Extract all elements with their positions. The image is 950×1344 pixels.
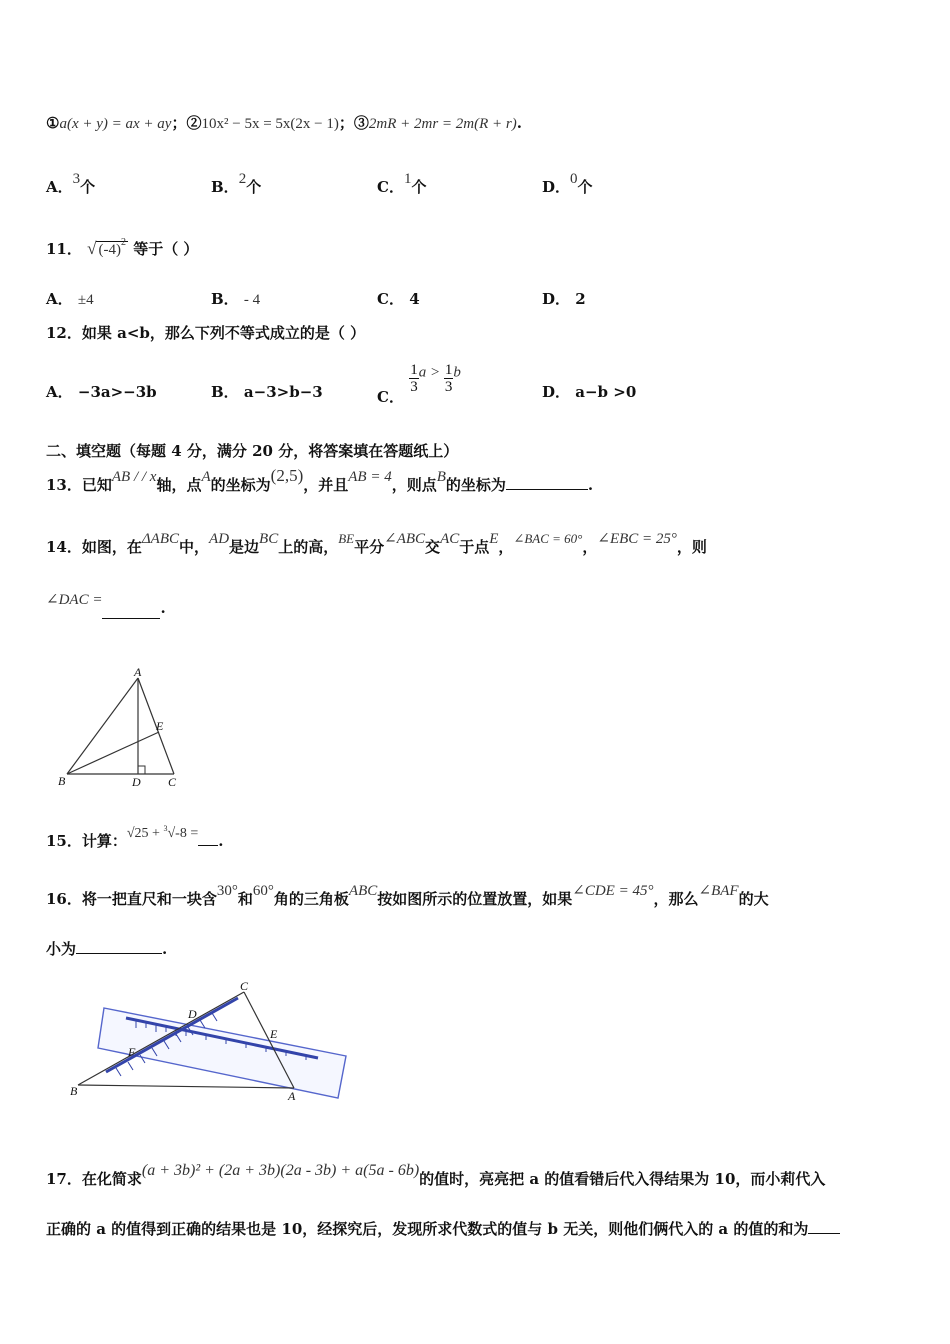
math: AC [440,531,460,547]
denominator: 3 [410,379,418,395]
q17-expression: (a + 3b)² + (2a + 3b)(2a - 3b) + a(5a - 6b) [141,1162,420,1179]
option-letter: D． [542,290,571,308]
period: . [587,476,594,494]
option-num: 2 [238,171,247,187]
text: 于点 [459,538,490,556]
option-letter: A． [46,383,73,401]
text: 的坐标为 [445,476,506,494]
math: ∠ABC [384,531,426,547]
math: (2,5) [270,466,304,485]
text: 和 [237,890,253,908]
text: 小为 [46,940,77,958]
label-d: D [188,1007,197,1021]
math: 30° [216,883,238,899]
label-f: F [128,1045,136,1059]
label-e: E [156,719,164,733]
text: 14．如图，在 [46,538,142,556]
text: 中， [179,538,210,556]
option-letter: B． [211,178,239,196]
q15-stem [46,824,224,851]
text: ，那么 [653,890,699,908]
q10-expr-3: 2mR + 2mr = 2m(R + r) [368,116,517,132]
period: . [516,114,522,132]
q10-option-a [46,171,96,197]
option-unit: 个 [411,178,427,196]
text: 17．在化简求 [46,1170,142,1188]
option-letter: C． [377,290,404,308]
math: 60° [252,883,274,899]
q10-expr-2: 10x² − 5x = 5x(2x − 1) [201,116,339,132]
q15-expression [127,826,198,841]
option-letter: D． [542,383,571,401]
text: 交 [425,538,441,556]
text: ，并且 [303,476,349,494]
text: 是边 [229,538,260,556]
option-unit: 个 [577,178,593,196]
label-a: A [288,1089,296,1103]
text: 13．已知 [46,476,112,494]
inequality-tail: b [453,364,461,381]
option-unit: 个 [80,178,96,196]
circled-3: ③ [353,114,369,132]
period: . [160,599,166,617]
math: AB / / x [111,469,157,485]
label-b: B [70,1084,78,1098]
circled-1: ① [46,114,60,132]
q10-expr-1: a(x + y) = ax + ay [59,116,172,132]
q11-stem-text: 等于（ ） [133,240,199,258]
option-letter: D． [542,178,571,196]
answer-blank[interactable] [102,604,160,619]
text: 平分 [354,538,385,556]
option-value: 4 [409,290,420,308]
text: 按如图所示的位置放置，如果 [377,890,573,908]
question-number: 11． [46,240,82,258]
option-letter: B． [211,290,239,308]
math: ∠CDE = 45° [572,883,654,899]
text: 的坐标为 [210,476,271,494]
q12-option-d [542,381,636,402]
answer-blank[interactable] [808,1219,840,1234]
circled-2: ② [186,114,202,132]
option-letter: C． [377,387,404,406]
q17-stem [46,1162,826,1189]
math: AB = 4 [348,469,392,485]
separator: ； [171,114,187,132]
math: ∠DAC = [46,592,103,608]
option-value: −3a>−3b [77,383,157,401]
text: 上的高， [278,538,339,556]
math: E [489,531,499,547]
exponent: 2 [120,237,126,248]
label-a: A [134,665,142,679]
math: ∠BAC = 60° [513,531,583,546]
q12-option-a [46,381,157,402]
text: ，则点 [391,476,437,494]
q16-stem [46,883,769,909]
option-num: 3 [72,171,81,187]
q17-line-2 [46,1218,840,1239]
q13-stem [46,466,594,495]
separator: ； [338,114,354,132]
q11-option-d [542,288,586,309]
q10-statements [46,112,522,133]
radicand-text: (-4) [98,242,121,258]
text: ， [582,538,598,556]
math: ∠EBC = 25° [597,531,677,547]
answer-blank[interactable] [506,475,588,490]
q11-option-a [46,288,94,309]
math: ΔABC [141,531,180,547]
option-num: 0 [570,171,578,187]
q14-answer-line [46,592,166,618]
option-letter: A． [46,290,73,308]
math: B [436,469,446,485]
option-num: 1 [403,171,412,187]
sqrt-25: √25 + [126,826,164,841]
option-letter: B． [211,383,239,401]
option-value: a−3>b−3 [243,383,323,401]
section-heading: 二、填空题（每题 4 分，满分 20 分，将答案填在答题纸上） [46,442,459,460]
q14-triangle-figure [52,662,192,792]
math: BC [259,531,279,547]
math: AD [209,531,230,547]
fraction-one-third [409,362,419,395]
text: 正确的 a 的值得到正确的结果也是 10，经探究后，发现所求代数式的值与 b 无关，则他们俩代入的 a 的值的和为 [46,1220,809,1238]
q12-option-b [211,381,323,402]
math: ABC [348,883,378,899]
label-b: B [58,774,66,788]
text: ， [498,538,514,556]
period: . [162,940,168,958]
option-letter: C． [377,178,404,196]
q10-option-c [377,171,427,197]
answer-blank[interactable] [76,939,162,954]
option-value: a−b >0 [575,383,637,401]
label-c: C [240,980,249,993]
label-d: D [132,775,141,789]
q10-option-d [542,171,593,197]
q12-stem: 12．如果 a<b，那么下列不等式成立的是（ ） [46,324,366,342]
numerator: 1 [410,362,418,378]
q16-ruler-triangle-figure [66,980,356,1105]
label-e: E [270,1027,278,1041]
text: 15．计算： [46,832,127,850]
option-value: - 4 [243,292,261,308]
q14-stem [46,531,707,557]
q11-stem [46,238,198,259]
label-c: C [168,775,177,789]
denominator: 3 [444,379,453,395]
cbrt-minus-8: √-8 = [167,826,199,841]
answer-blank[interactable] [198,831,218,846]
text: 角的三角板 [273,890,349,908]
text: 的大 [738,890,769,908]
q12-option-c [377,356,461,406]
math: A [201,469,211,485]
q11-radicand [96,237,128,258]
q10-option-b [211,171,262,197]
cube-root-index: 3 [163,824,168,833]
period: . [218,832,224,850]
option-value: ±4 [77,292,94,308]
inequality-middle: a > [418,364,444,381]
sqrt-symbol: √ [87,239,97,258]
q16-answer-line [46,938,167,959]
numerator: 1 [444,362,453,378]
fraction-one-third [444,362,454,395]
math: BE [338,531,355,546]
math: ∠BAF [698,883,739,899]
text: 轴，点 [156,476,202,494]
q11-option-b [211,288,260,309]
q11-option-c [377,288,420,309]
text: 的值时，亮亮把 a 的值看错后代入得结果为 10，而小莉代入 [419,1170,826,1188]
text: 16．将一把直尺和一块含 [46,890,217,908]
option-unit: 个 [246,178,262,196]
option-value: 2 [575,290,586,308]
text: ，则 [676,538,707,556]
option-letter: A． [46,178,73,196]
